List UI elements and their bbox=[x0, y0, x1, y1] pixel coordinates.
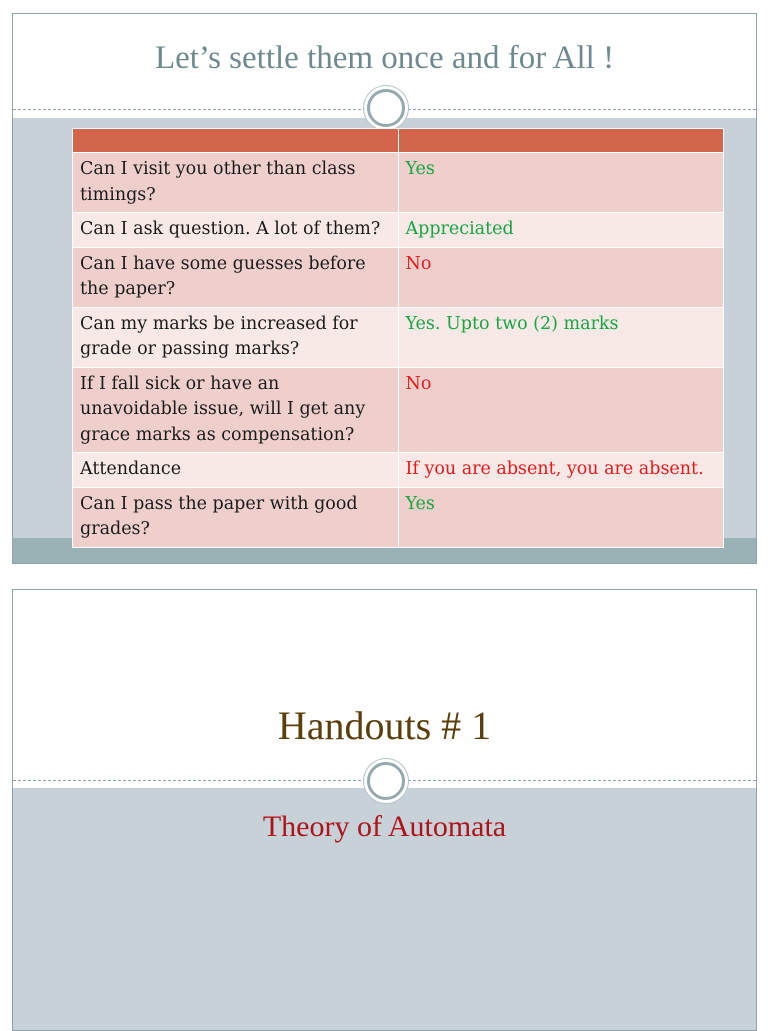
question-cell: Can my marks be increased for grade or passing marks? bbox=[73, 307, 399, 367]
question-cell: Can I ask question. A lot of them? bbox=[73, 213, 399, 248]
slide-subtitle: Theory of Automata bbox=[262, 810, 507, 843]
slide-title: Let’s settle them once and for All ! bbox=[154, 40, 615, 76]
answer-cell: If you are absent, you are absent. bbox=[398, 453, 724, 488]
slide-title: Handouts # 1 bbox=[277, 703, 492, 748]
question-cell: Can I visit you other than class timings? bbox=[73, 153, 399, 213]
faq-table bbox=[72, 128, 724, 548]
table-row bbox=[73, 307, 724, 367]
table-row bbox=[73, 367, 724, 453]
header-cell bbox=[73, 129, 399, 153]
answer-cell: Yes bbox=[398, 153, 724, 213]
table-row bbox=[73, 247, 724, 307]
slide-handouts bbox=[12, 589, 757, 1031]
answer-cell: Appreciated bbox=[398, 213, 724, 248]
table-row bbox=[73, 487, 724, 547]
table-header-row bbox=[73, 129, 724, 153]
divider-circle-icon bbox=[367, 89, 405, 127]
slide-faq bbox=[12, 13, 757, 564]
question-cell: If I fall sick or have an unavoidable issue, will I get any grace marks as compensation? bbox=[73, 367, 399, 453]
table-row bbox=[73, 213, 724, 248]
divider-circle-icon bbox=[367, 762, 405, 800]
answer-cell: Yes bbox=[398, 487, 724, 547]
question-cell: Can I have some guesses before the paper? bbox=[73, 247, 399, 307]
question-cell: Attendance bbox=[73, 453, 399, 488]
answer-cell: Yes. Upto two (2) marks bbox=[398, 307, 724, 367]
header-cell bbox=[398, 129, 724, 153]
question-cell: Can I pass the paper with good grades? bbox=[73, 487, 399, 547]
answer-cell: No bbox=[398, 367, 724, 453]
table-row bbox=[73, 153, 724, 213]
table-row bbox=[73, 453, 724, 488]
answer-cell: No bbox=[398, 247, 724, 307]
